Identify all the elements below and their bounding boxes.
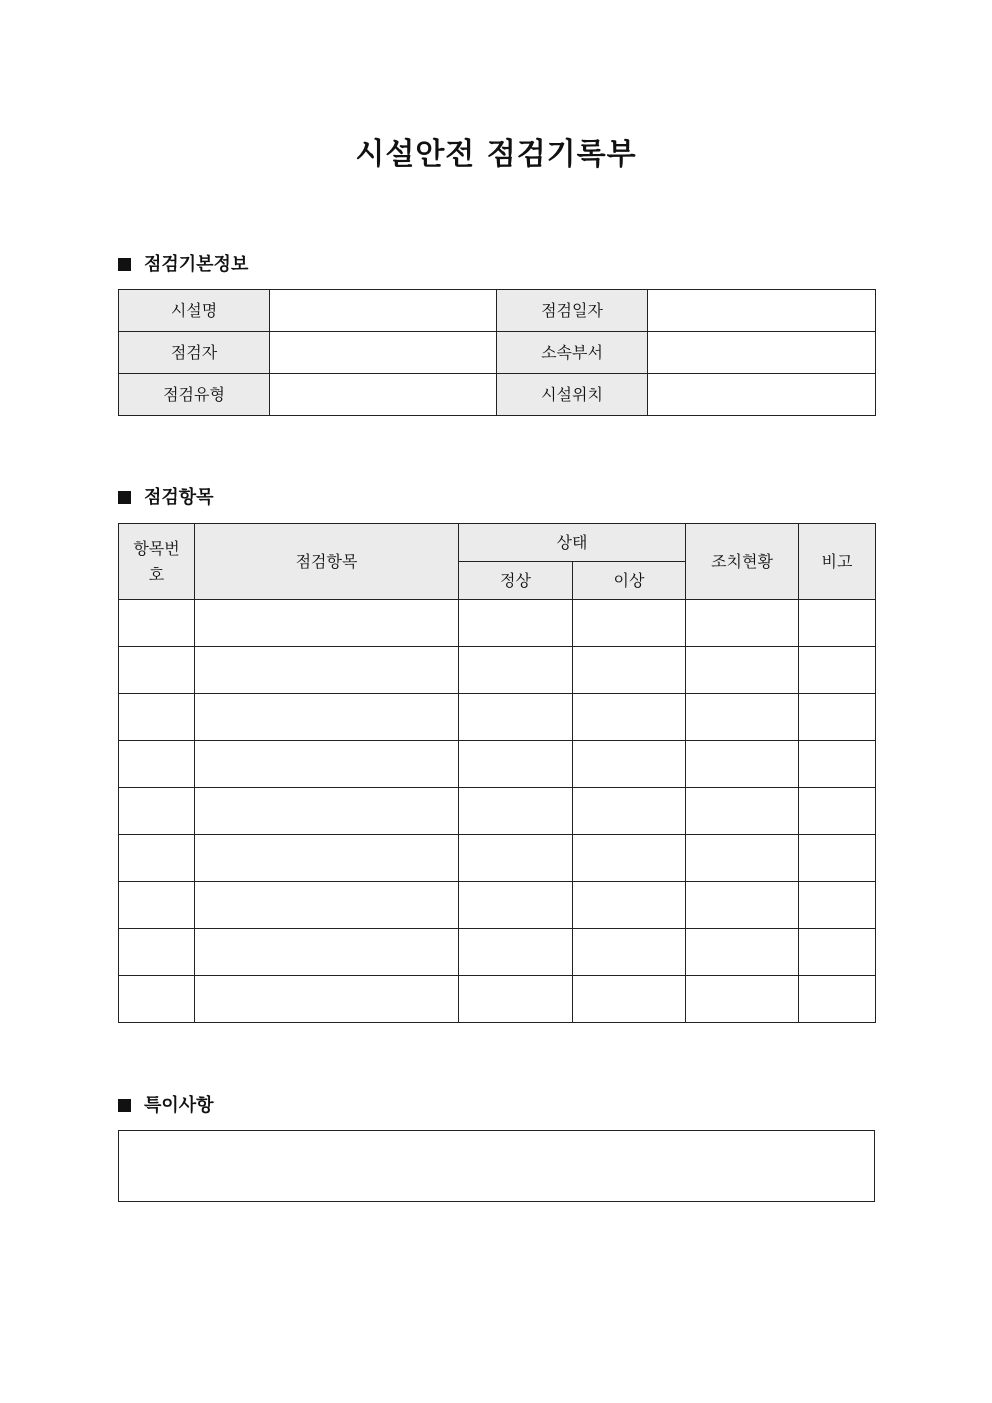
inspection-items-table	[118, 523, 876, 1023]
note-cell[interactable]	[799, 694, 876, 741]
action-status-cell[interactable]	[686, 976, 799, 1023]
section-heading-label: 특이사항	[144, 1095, 214, 1116]
basic-info-label: 소속부서	[497, 332, 648, 374]
action-status-cell[interactable]	[686, 600, 799, 647]
status-normal-cell[interactable]	[459, 694, 573, 741]
basic-info-value-field[interactable]	[270, 374, 497, 416]
item-no-cell[interactable]	[119, 741, 195, 788]
item-no-cell[interactable]	[119, 600, 195, 647]
basic-info-label: 점검유형	[119, 374, 270, 416]
note-cell[interactable]	[799, 741, 876, 788]
basic-info-value-field[interactable]	[648, 290, 876, 332]
action-status-cell[interactable]	[686, 929, 799, 976]
section-heading-label: 점검항목	[144, 487, 214, 508]
header-status: 상태	[459, 524, 686, 562]
section-heading-remarks	[118, 1094, 214, 1118]
table-row	[119, 600, 876, 647]
table-row	[119, 788, 876, 835]
header-note: 비고	[799, 524, 876, 600]
square-bullet-icon	[118, 1099, 131, 1112]
status-normal-cell[interactable]	[459, 741, 573, 788]
status-normal-cell[interactable]	[459, 788, 573, 835]
item-no-cell[interactable]	[119, 647, 195, 694]
table-row	[119, 929, 876, 976]
remarks-field[interactable]	[118, 1130, 875, 1202]
basic-info-table	[118, 289, 876, 416]
status-abnormal-cell[interactable]	[573, 788, 686, 835]
basic-info-value-field[interactable]	[648, 374, 876, 416]
table-row	[119, 976, 876, 1023]
basic-info-row	[119, 290, 876, 332]
header-status-normal: 정상	[459, 562, 573, 600]
note-cell[interactable]	[799, 788, 876, 835]
note-cell[interactable]	[799, 600, 876, 647]
item-no-cell[interactable]	[119, 882, 195, 929]
status-normal-cell[interactable]	[459, 976, 573, 1023]
basic-info-value-field[interactable]	[270, 290, 497, 332]
inspection-item-cell[interactable]	[195, 835, 459, 882]
basic-info-value-field[interactable]	[648, 332, 876, 374]
status-abnormal-cell[interactable]	[573, 976, 686, 1023]
basic-info-row	[119, 332, 876, 374]
header-item-no: 항목번호	[119, 524, 195, 600]
basic-info-label: 점검일자	[497, 290, 648, 332]
header-inspection-item: 점검항목	[195, 524, 459, 600]
section-heading-basic-info	[118, 253, 248, 277]
action-status-cell[interactable]	[686, 788, 799, 835]
inspection-item-cell[interactable]	[195, 694, 459, 741]
basic-info-label: 시설위치	[497, 374, 648, 416]
note-cell[interactable]	[799, 882, 876, 929]
status-abnormal-cell[interactable]	[573, 741, 686, 788]
square-bullet-icon	[118, 258, 131, 271]
action-status-cell[interactable]	[686, 741, 799, 788]
basic-info-label: 점검자	[119, 332, 270, 374]
status-abnormal-cell[interactable]	[573, 600, 686, 647]
action-status-cell[interactable]	[686, 882, 799, 929]
inspection-item-cell[interactable]	[195, 882, 459, 929]
status-abnormal-cell[interactable]	[573, 647, 686, 694]
status-abnormal-cell[interactable]	[573, 882, 686, 929]
note-cell[interactable]	[799, 929, 876, 976]
status-normal-cell[interactable]	[459, 929, 573, 976]
status-normal-cell[interactable]	[459, 600, 573, 647]
item-no-cell[interactable]	[119, 835, 195, 882]
status-abnormal-cell[interactable]	[573, 835, 686, 882]
square-bullet-icon	[118, 491, 131, 504]
status-normal-cell[interactable]	[459, 882, 573, 929]
inspection-item-cell[interactable]	[195, 788, 459, 835]
table-row	[119, 647, 876, 694]
section-heading-inspection-items	[118, 486, 214, 510]
note-cell[interactable]	[799, 647, 876, 694]
inspection-item-cell[interactable]	[195, 741, 459, 788]
item-no-cell[interactable]	[119, 929, 195, 976]
inspection-item-cell[interactable]	[195, 929, 459, 976]
item-no-cell[interactable]	[119, 694, 195, 741]
header-status-abnormal: 이상	[573, 562, 686, 600]
status-normal-cell[interactable]	[459, 647, 573, 694]
inspection-item-cell[interactable]	[195, 976, 459, 1023]
table-row	[119, 882, 876, 929]
basic-info-label: 시설명	[119, 290, 270, 332]
note-cell[interactable]	[799, 835, 876, 882]
item-no-cell[interactable]	[119, 976, 195, 1023]
basic-info-value-field[interactable]	[270, 332, 497, 374]
status-abnormal-cell[interactable]	[573, 929, 686, 976]
section-heading-label: 점검기본정보	[144, 254, 249, 275]
page-title: 시설안전 점검기록부	[355, 137, 637, 172]
status-normal-cell[interactable]	[459, 835, 573, 882]
note-cell[interactable]	[799, 976, 876, 1023]
item-no-cell[interactable]	[119, 788, 195, 835]
inspection-item-cell[interactable]	[195, 600, 459, 647]
status-abnormal-cell[interactable]	[573, 694, 686, 741]
basic-info-row	[119, 374, 876, 416]
table-row	[119, 741, 876, 788]
action-status-cell[interactable]	[686, 647, 799, 694]
header-action-status: 조치현황	[686, 524, 799, 600]
action-status-cell[interactable]	[686, 835, 799, 882]
action-status-cell[interactable]	[686, 694, 799, 741]
table-row	[119, 835, 876, 882]
inspection-item-cell[interactable]	[195, 647, 459, 694]
table-row	[119, 694, 876, 741]
